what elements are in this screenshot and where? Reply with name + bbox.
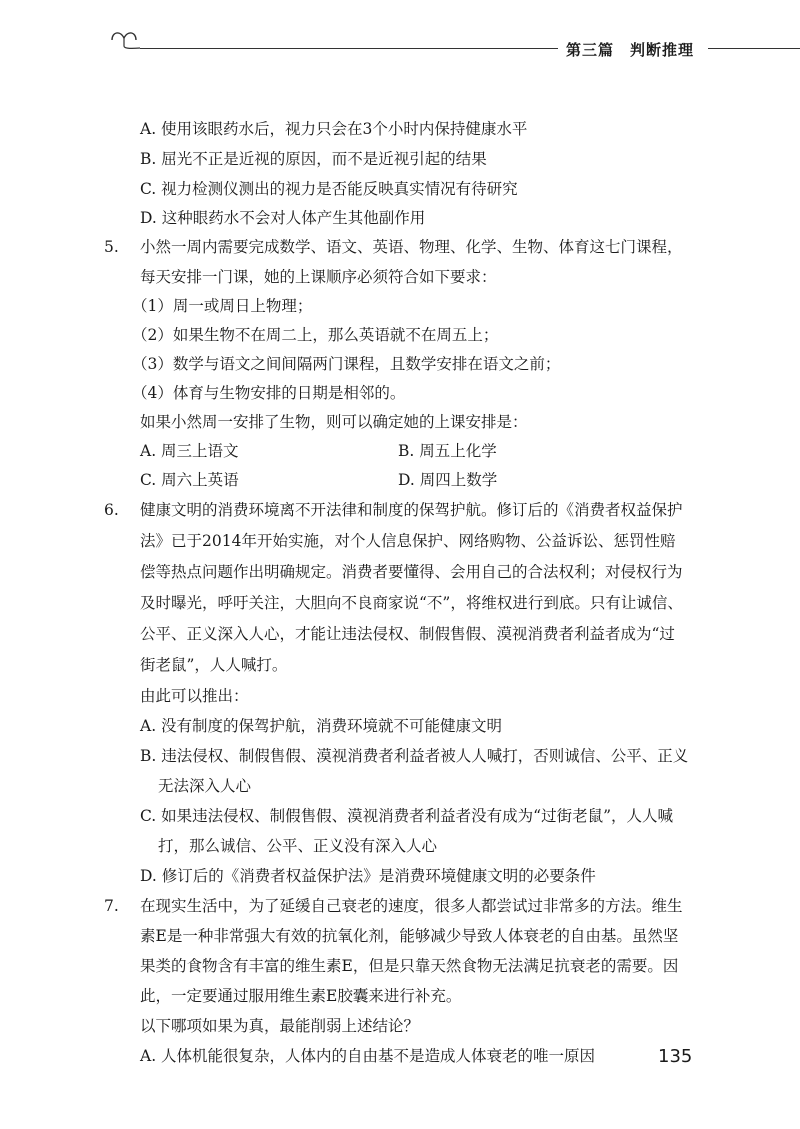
q4-option-a: A. 使用该眼药水后，视力只会在3个小时内保持健康水平 [140, 120, 528, 138]
q7-number: 7. [104, 897, 119, 915]
q4-option-b: B. 屈光不正是近视的原因，而不是近视引起的结果 [140, 150, 487, 168]
q6-option-a: A. 没有制度的保驾护航，消费环境就不可能健康文明 [140, 717, 503, 735]
q5-stem-line: 小然一周内需要完成数学、语文、英语、物理、化学、生物、体育这七门课程， [140, 238, 683, 256]
q6-option-c-cont: 打，那么诚信、公平、正义没有深入人心 [158, 837, 438, 855]
q4-option-c: C. 视力检测仪测出的视力是否能反映真实情况有待研究 [140, 180, 518, 198]
section-title: 第三篇 判断推理 [566, 41, 695, 59]
q5-rule: （2）如果生物不在周二上，那么英语就不在周五上； [132, 326, 499, 344]
q5-option-d: D. 周四上数学 [398, 471, 498, 489]
q5-rule: （3）数学与语文之间间隔两门课程，且数学安排在语文之前； [132, 355, 561, 373]
q6-stem-line: 街老鼠”，人人喊打。 [140, 656, 288, 674]
q5-rule: （4）体育与生物安排的日期是相邻的。 [132, 384, 406, 402]
q6-question: 由此可以推出： [140, 687, 249, 705]
q6-stem-line: 健康文明的消费环境离不开法律和制度的保驾护航。修订后的《消费者权益保护 [140, 501, 683, 519]
q5-number: 5. [104, 238, 119, 256]
page-number: 135 [658, 1046, 693, 1067]
q7-option-a: A. 人体机能很复杂，人体内的自由基不是造成人体衰老的唯一原因 [140, 1047, 596, 1065]
q5-question: 如果小然周一安排了生物，则可以确定她的上课安排是： [140, 413, 528, 431]
q7-stem-line: 果类的食物含有丰富的维生素E，但是只靠天然食物无法满足抗衰老的需要。因 [140, 957, 679, 975]
q6-option-b-cont: 无法深入人心 [158, 777, 252, 795]
q6-number: 6. [104, 501, 119, 519]
q6-stem-line: 公平、正义深入人心，才能让违法侵权、制假售假、漠视消费者利益者成为“过 [140, 625, 675, 643]
q5-option-b: B. 周五上化学 [398, 442, 497, 460]
q5-option-a: A. 周三上语文 [140, 442, 239, 460]
q7-stem-line: 素E是一种非常强大有效的抗氧化剂，能够减少导致人体衰老的自由基。虽然坚 [140, 927, 679, 945]
q6-stem-line: 法》已于2014年开始实施，对个人信息保护、网络购物、公益诉讼、惩罚性赔 [140, 532, 676, 550]
q7-stem-line: 在现实生活中，为了延缓自己衰老的速度，很多人都尝试过非常多的方法。维生 [140, 897, 683, 915]
q7-question: 以下哪项如果为真，最能削弱上述结论？ [140, 1017, 420, 1035]
q6-option-b: B. 违法侵权、制假售假、漠视消费者利益者被人人喊打，否则诚信、公平、正义 [140, 747, 689, 765]
q5-option-c: C. 周六上英语 [140, 471, 239, 489]
q6-stem-line: 及时曝光，呼吁关注，大胆向不良商家说“不”，将维权进行到底。只有让诚信、 [140, 594, 683, 612]
q4-option-d: D. 这种眼药水不会对人体产生其他副作用 [140, 209, 426, 227]
q6-stem-line: 偿等热点问题作出明确规定。消费者要懂得、会用自己的合法权利；对侵权行为 [140, 563, 683, 581]
q6-option-d: D. 修订后的《消费者权益保护法》是消费环境健康文明的必要条件 [140, 867, 596, 885]
q5-rule: （1）周一或周日上物理； [132, 297, 313, 315]
q5-stem-line: 每天安排一门课，她的上课顺序必须符合如下要求： [140, 268, 497, 286]
q7-stem-line: 此，一定要通过服用维生素E胶囊来进行补充。 [140, 987, 462, 1005]
q6-option-c: C. 如果违法侵权、制假售假、漠视消费者利益者没有成为“过街老鼠”，人人喊 [140, 807, 674, 825]
